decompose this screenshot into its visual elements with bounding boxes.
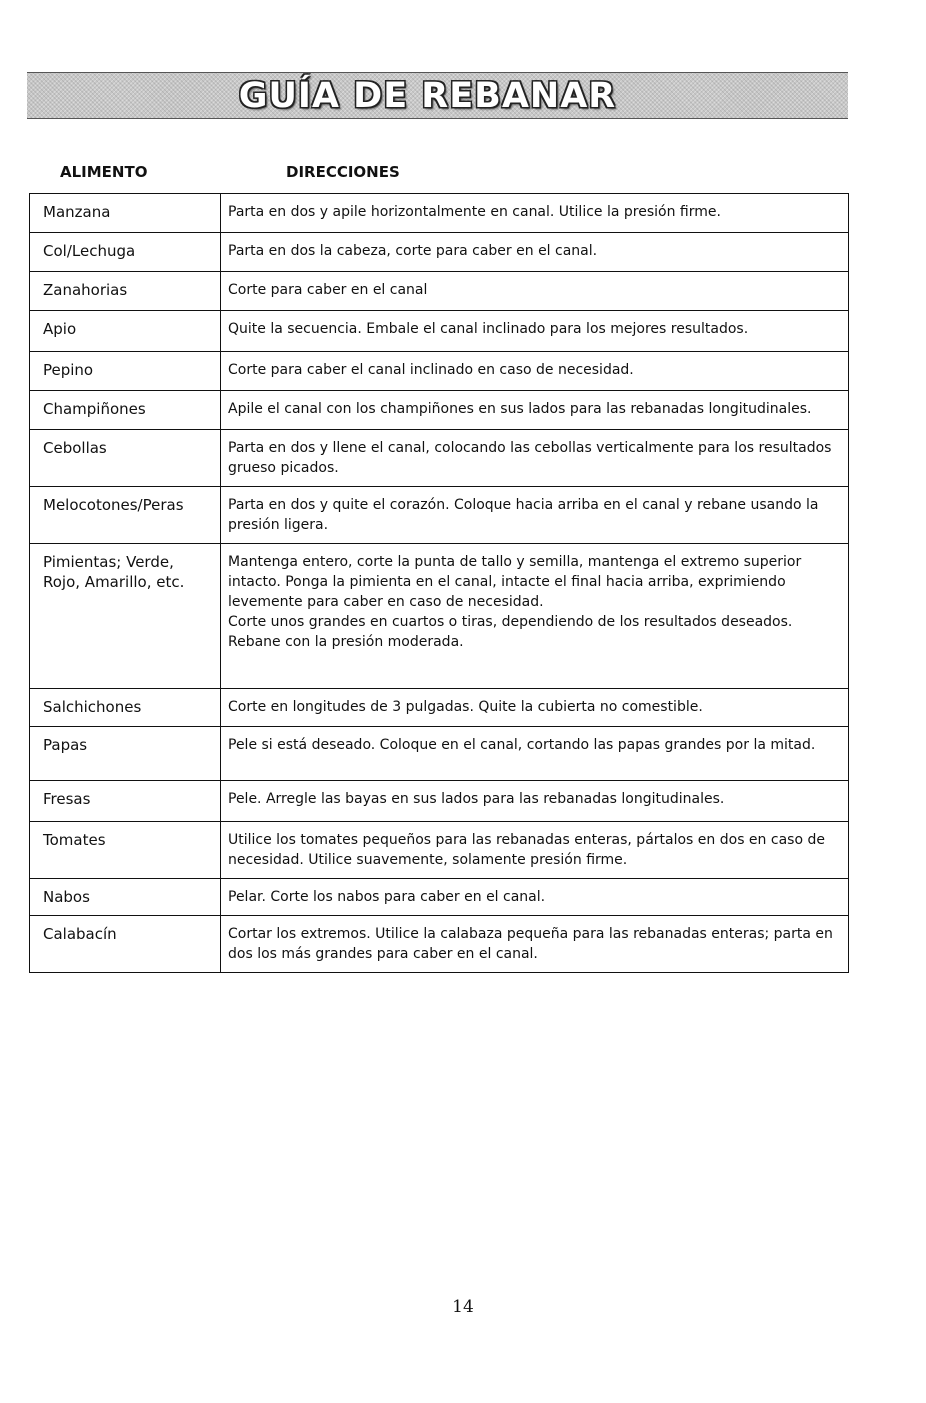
food-cell: Papas [30,727,221,781]
table-row [30,544,849,689]
food-cell: Zanahorias [30,272,221,311]
page-title: GUÍA DE REBANAR [238,75,617,116]
table-row [30,487,849,544]
food-cell: Calabacín [30,916,221,973]
table-row [30,916,849,973]
food-cell: Pimientas; Verde, Rojo, Amarillo, etc. [30,544,221,689]
column-header-directions: DIRECCIONES [286,163,400,181]
table-row [30,430,849,487]
food-cell: Pepino [30,352,221,391]
title-banner [27,72,848,119]
directions-cell: Mantenga entero, corte la punta de tallo y semilla, mantenga el extremo superior intacto. Ponga la pimienta en el canal, intacte el final hacia arriba, exprimiendo levemente para caber en caso de necesidad. Corte unos grandes en cuartos o tiras, dependiendo de los resultados deseados. Rebane con la presión moderada. [221,544,849,689]
directions-cell: Corte para caber en el canal [221,272,849,311]
directions-cell: Parta en dos la cabeza, corte para caber en el canal. [221,233,849,272]
directions-cell: Pele si está deseado. Coloque en el canal, cortando las papas grandes por la mitad. [221,727,849,781]
food-cell: Melocotones/Peras [30,487,221,544]
table-row [30,311,849,352]
food-cell: Cebollas [30,430,221,487]
directions-cell: Cortar los extremos. Utilice la calabaza pequeña para las rebanadas enteras; parta en dos los más grandes para caber en el canal. [221,916,849,973]
table-row [30,233,849,272]
food-cell: Tomates [30,822,221,879]
table-row [30,272,849,311]
food-cell: Salchichones [30,689,221,727]
directions-cell: Parta en dos y llene el canal, colocando las cebollas verticalmente para los resultados grueso picados. [221,430,849,487]
table-row [30,727,849,781]
table-row [30,352,849,391]
food-cell: Champiñones [30,391,221,430]
directions-cell: Parta en dos y apile horizontalmente en canal. Utilice la presión firme. [221,194,849,233]
column-header-food: ALIMENTO [60,163,148,181]
directions-cell: Pelar. Corte los nabos para caber en el canal. [221,879,849,916]
directions-cell: Corte para caber el canal inclinado en caso de necesidad. [221,352,849,391]
table-row [30,689,849,727]
food-cell: Manzana [30,194,221,233]
table-row [30,822,849,879]
table-row [30,781,849,822]
slicing-guide-table [29,193,849,973]
page-number: 14 [452,1297,474,1317]
directions-cell: Pele. Arregle las bayas en sus lados para las rebanadas longitudinales. [221,781,849,822]
food-cell: Col/Lechuga [30,233,221,272]
directions-cell: Quite la secuencia. Embale el canal inclinado para los mejores resultados. [221,311,849,352]
food-cell: Apio [30,311,221,352]
table-row [30,194,849,233]
directions-cell: Parta en dos y quite el corazón. Coloque hacia arriba en el canal y rebane usando la presión ligera. [221,487,849,544]
directions-cell: Apile el canal con los champiñones en sus lados para las rebanadas longitudinales. [221,391,849,430]
table-row [30,391,849,430]
food-cell: Nabos [30,879,221,916]
food-cell: Fresas [30,781,221,822]
directions-cell: Corte en longitudes de 3 pulgadas. Quite la cubierta no comestible. [221,689,849,727]
table-row [30,879,849,916]
directions-cell: Utilice los tomates pequeños para las rebanadas enteras, pártalos en dos en caso de necesidad. Utilice suavemente, solamente presión firme. [221,822,849,879]
